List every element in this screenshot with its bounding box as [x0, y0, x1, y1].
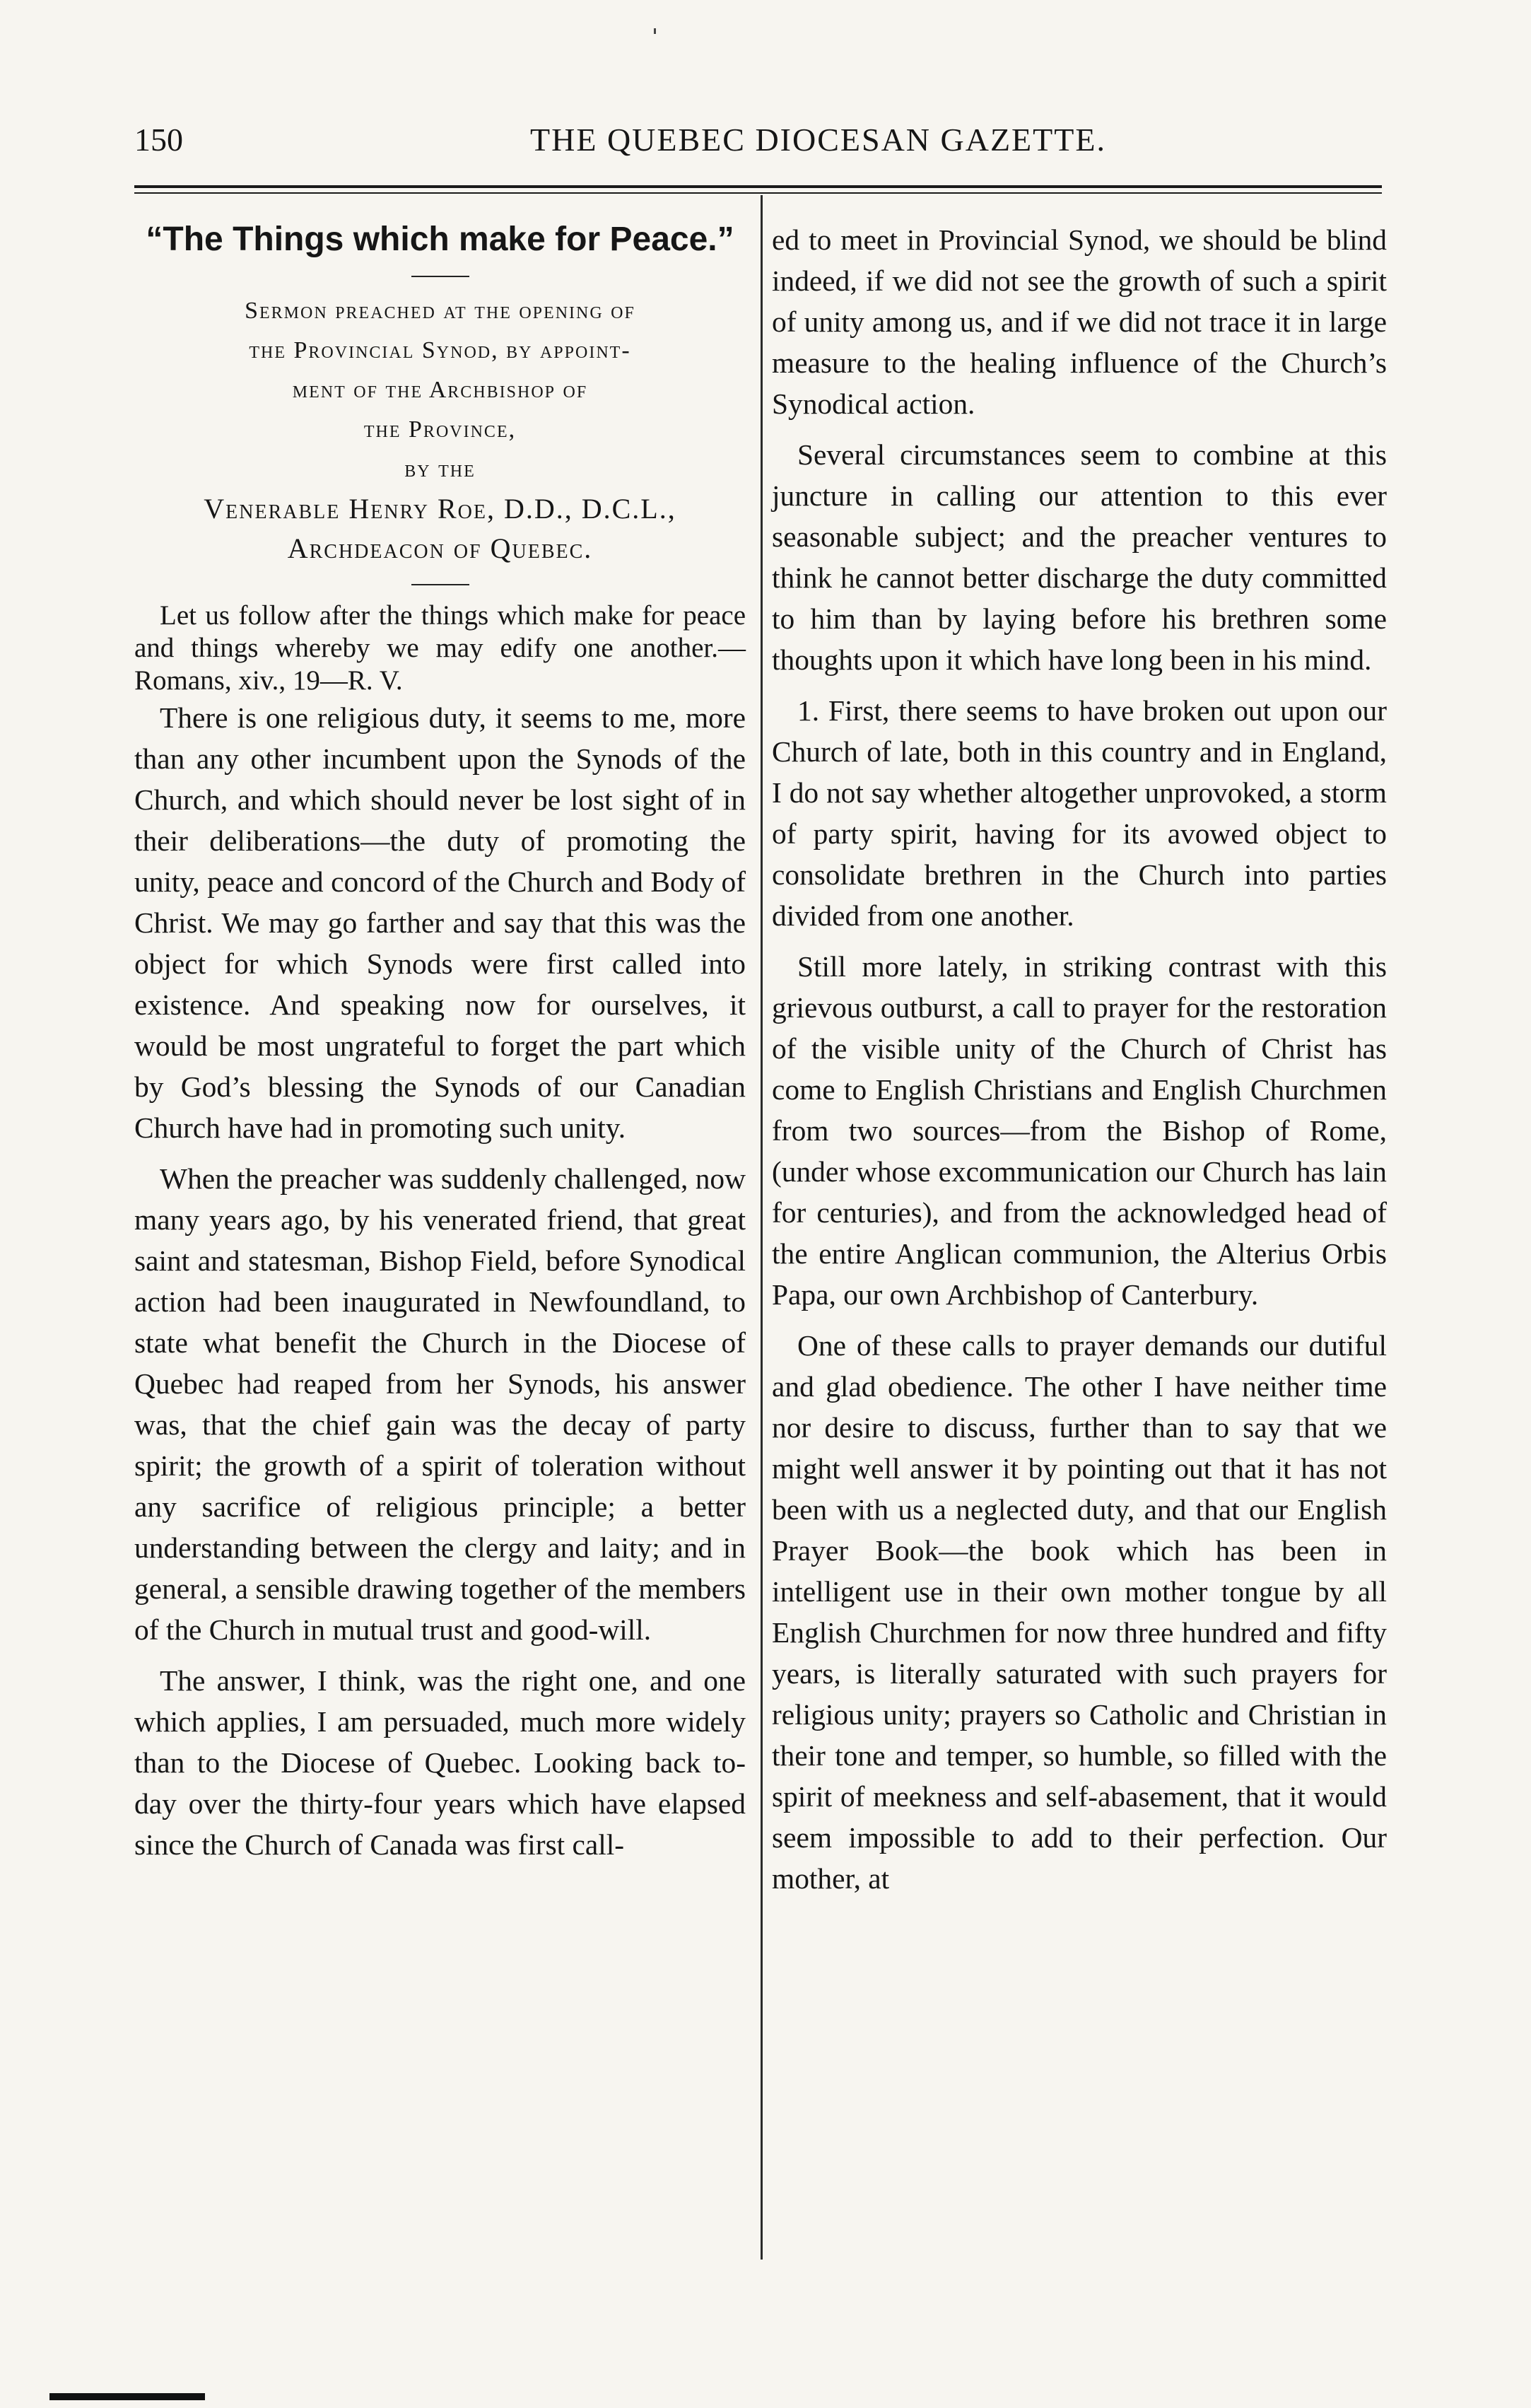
right-column — [772, 219, 1387, 1899]
page-edge-mark — [49, 2393, 205, 2400]
paragraph: The answer, I think, was the right one, and one which applies, I am persuaded, much more widely than to the Diocese of Quebec. Looking back to-day over the thirty-four years which have elapsed since the Church of Canada was first call- — [134, 1664, 746, 1861]
byline-line: the Provincial Synod, by appoint- — [249, 337, 631, 363]
column-divider — [761, 195, 763, 2260]
byline-line: ment of the Archbishop of — [292, 377, 588, 403]
byline-rule — [411, 584, 469, 585]
byline-author: Venerable Henry Roe, D.D., D.C.L., — [204, 493, 676, 525]
paragraph: There is one religious duty, it seems to me, more than any other incumbent upon the Synods of the Church, and which should never be lost sight of in their deliberations—the duty of promoting the unity, peace and concord of the Church and Body of Christ. We may go farther and say that this was the object for which Synods were first called into existence. And speaking now for ourselves, it would be most ungrateful to forget the part which by God’s blessing the Synods of our Canadian Church have had in promoting such unity. — [134, 701, 746, 1144]
byline-line: the Province, — [363, 416, 517, 443]
left-column — [134, 219, 746, 1865]
running-title: THE QUEBEC DIOCESAN GAZETTE. — [530, 122, 1106, 158]
paragraph: When the preacher was suddenly challenged, now many years ago, by his venerated friend, that great saint and statesman, Bishop Field, before Synodical action had been inaugurated in Newfoundland, to state what benefit the Church in the Diocese of Quebec had reaped from her Synods, his answer was, that the chief gain was the decay of party spirit; the growth of a spirit of toleration without any sacrifice of religious principle; a better understanding between the clergy and laity; and in general, a sensible drawing together of the members of the Church in mutual trust and good-will. — [134, 1162, 746, 1646]
epigraph: Let us follow after the things which make for peace and things whereby we may edify one another.—Romans, xiv., 19—R. V. — [134, 600, 746, 696]
article-title: “The Things which make for Peace.” — [146, 221, 734, 258]
paragraph: 1. First, there seems to have broken out upon our Church of late, both in this country and in England, I do not say whether altogether unprovoked, a storm of party spirit, having for its avowed object to consolidate brethren in the Church into parties divided from one another. — [772, 694, 1387, 932]
paragraph: Several circumstances seem to combine at this juncture in calling our attention to this ever seasonable subject; and the preacher ventures to think he cannot better discharge the duty committed to him than by laying before his brethren some thoughts upon it which have long been in his mind. — [772, 438, 1387, 676]
paragraph: ed to meet in Provincial Synod, we should be blind indeed, if we did not see the growth of such a spirit of unity among us, and if we did not trace it in large measure to the healing influence of the Church’s Synodical action. — [772, 223, 1387, 420]
page-header — [134, 119, 1382, 168]
paragraph: Still more lately, in striking contrast with this grievous outburst, a call to prayer for the restoration of the visible unity of the Church of Christ has come to English Christians and English Churchmen from two sources—from the Bishop of Rome, (under whose excommunication our Church has lain for centuries), and from the acknowledged head of the entire Anglican communion, the Alterius Orbis Papa, our own Archbishop of Canterbury. — [772, 950, 1387, 1311]
print-speck — [654, 28, 656, 34]
byline-office: Archdeacon of Quebec. — [287, 532, 593, 564]
page-number: 150 — [134, 122, 183, 158]
byline-line: Sermon preached at the opening of — [245, 298, 635, 324]
header-rule-thick — [134, 185, 1382, 188]
header-rule-thin — [134, 192, 1382, 194]
title-rule — [411, 276, 469, 277]
paragraph: One of these calls to prayer demands our dutiful and glad obedience. The other I have neither time nor desire to discuss, further than to say that we might well answer it by pointing out that it has not been with us a neglected duty, and that our English Prayer Book—the book which has been in intelligent use in their own mother tongue by all English Churchmen for now three hundred and fifty years, is literally saturated with such prayers for religious unity; prayers so Catholic and Christian in their tone and temper, so humble, so filled with the spirit of meekness and self-abasement, that it would seem impossible to add to their perfection. Our mother, at — [772, 1329, 1387, 1895]
byline-line: by the — [404, 456, 476, 482]
